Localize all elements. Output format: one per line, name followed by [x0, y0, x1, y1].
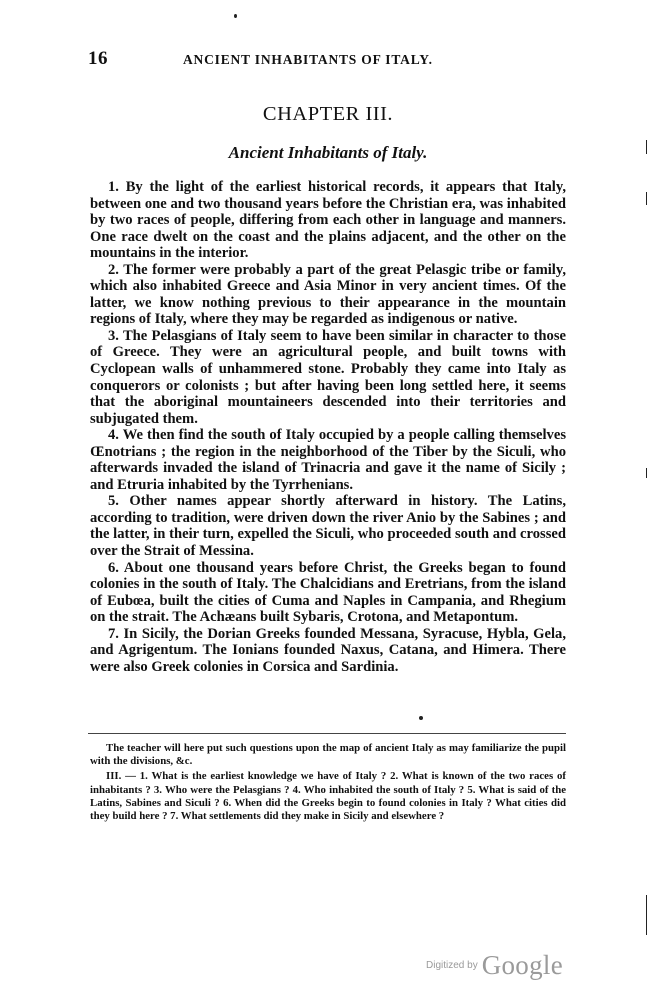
review-questions: III. — 1. What is the earliest knowledge we have of Italy ? 2. What is known of the two races of inhabitants ? 3. Who were the Pelasgians ? 4. Who inhabited the south of Italy ? 5. What is said of the Latins, Sabines and Siculi ? 6. When did the Greeks begin to found colonies in Italy ? What cities did they build here ? 7. What settlements did they make in Sicily and elsewhere ? — [90, 770, 566, 823]
paragraph-3: 3. The Pelasgians of Italy seem to have been similar in character to those of Greece. They were an agricultural people, and built towns with Cyclopean walls of unhammered stone. Probably they came into Italy as conquerors or colonists ; but after having been long settled here, it seems that the aboriginal mountaineers descended into their territories and subjugated them. — [90, 327, 566, 427]
page-number: 16 — [88, 48, 108, 69]
digitization-watermark — [426, 950, 563, 981]
chapter-body — [90, 179, 566, 675]
paragraph-7: 7. In Sicily, the Dorian Greeks founded Messana, Syracuse, Hybla, Gela, and Agrigentum. The Ionians founded Naxus, Catana, and Himera. There were also Greek colonies in Corsica and Sardinia. — [90, 625, 566, 675]
paragraph-4: 4. We then find the south of Italy occupied by a people calling themselves Œnotrians ; the region in the neighborhood of the Tiber by the Siculi, who afterwards invaded the island of Trinacria and gave it the name of Sicily ; and Etruria inhabited by the Tyrrhenians. — [90, 427, 566, 493]
page-edge-mark — [646, 895, 647, 935]
paragraph-5: 5. Other names appear shortly afterward in history. The Latins, according to tradition, were driven down the river Anio by the Sabines ; and the latter, in their turn, expelled the Siculi, who proceeded south and crossed over the Strait of Messina. — [90, 493, 566, 560]
watermark-prefix: Digitized by — [426, 960, 478, 971]
paragraph-6: 6. About one thousand years before Christ, the Greeks began to found colonies in the south of Italy. The Chalcidians and Eretrians, from the island of Eubœa, built the cities of Cuma and Naples in Campania, and Rhegium on the strait. The Achæans built Sybaris, Crotona, and Metapontum. — [90, 559, 566, 626]
footnotes — [90, 742, 566, 823]
paragraph-2: 2. The former were probably a part of the great Pelasgic tribe or family, which also inhabited Greece and Asia Minor in very ancient times. Of the latter, we know nothing previous to their appearance in the mountain regions of Italy, where they may be regarded as indigenous or native. — [90, 261, 566, 328]
running-head: ANCIENT INHABITANTS OF ITALY. — [183, 52, 433, 67]
chapter-title: CHAPTER III. — [262, 103, 394, 125]
teacher-note: The teacher will here put such questions upon the map of ancient Italy as may familiarize the pupil with the divisions, &c. — [90, 742, 566, 768]
google-logo: Google — [481, 950, 563, 980]
page-edge-mark — [646, 468, 647, 478]
ink-speck — [234, 14, 237, 18]
footnote-divider — [88, 733, 566, 734]
page-edge-mark — [646, 140, 647, 154]
ink-speck — [419, 716, 423, 720]
chapter-subtitle: Ancient Inhabitants of Italy. — [228, 143, 428, 162]
paragraph-1: 1. By the light of the earliest historical records, it appears that Italy, between one and two thousand years before the Christian era, was inhabited by two races of people, differing from each other in language and manners. One race dwelt on the coast and the plains adjacent, and the other on the mountains in the interior. — [90, 179, 566, 262]
page-edge-mark — [646, 192, 647, 205]
page-header — [88, 48, 558, 72]
